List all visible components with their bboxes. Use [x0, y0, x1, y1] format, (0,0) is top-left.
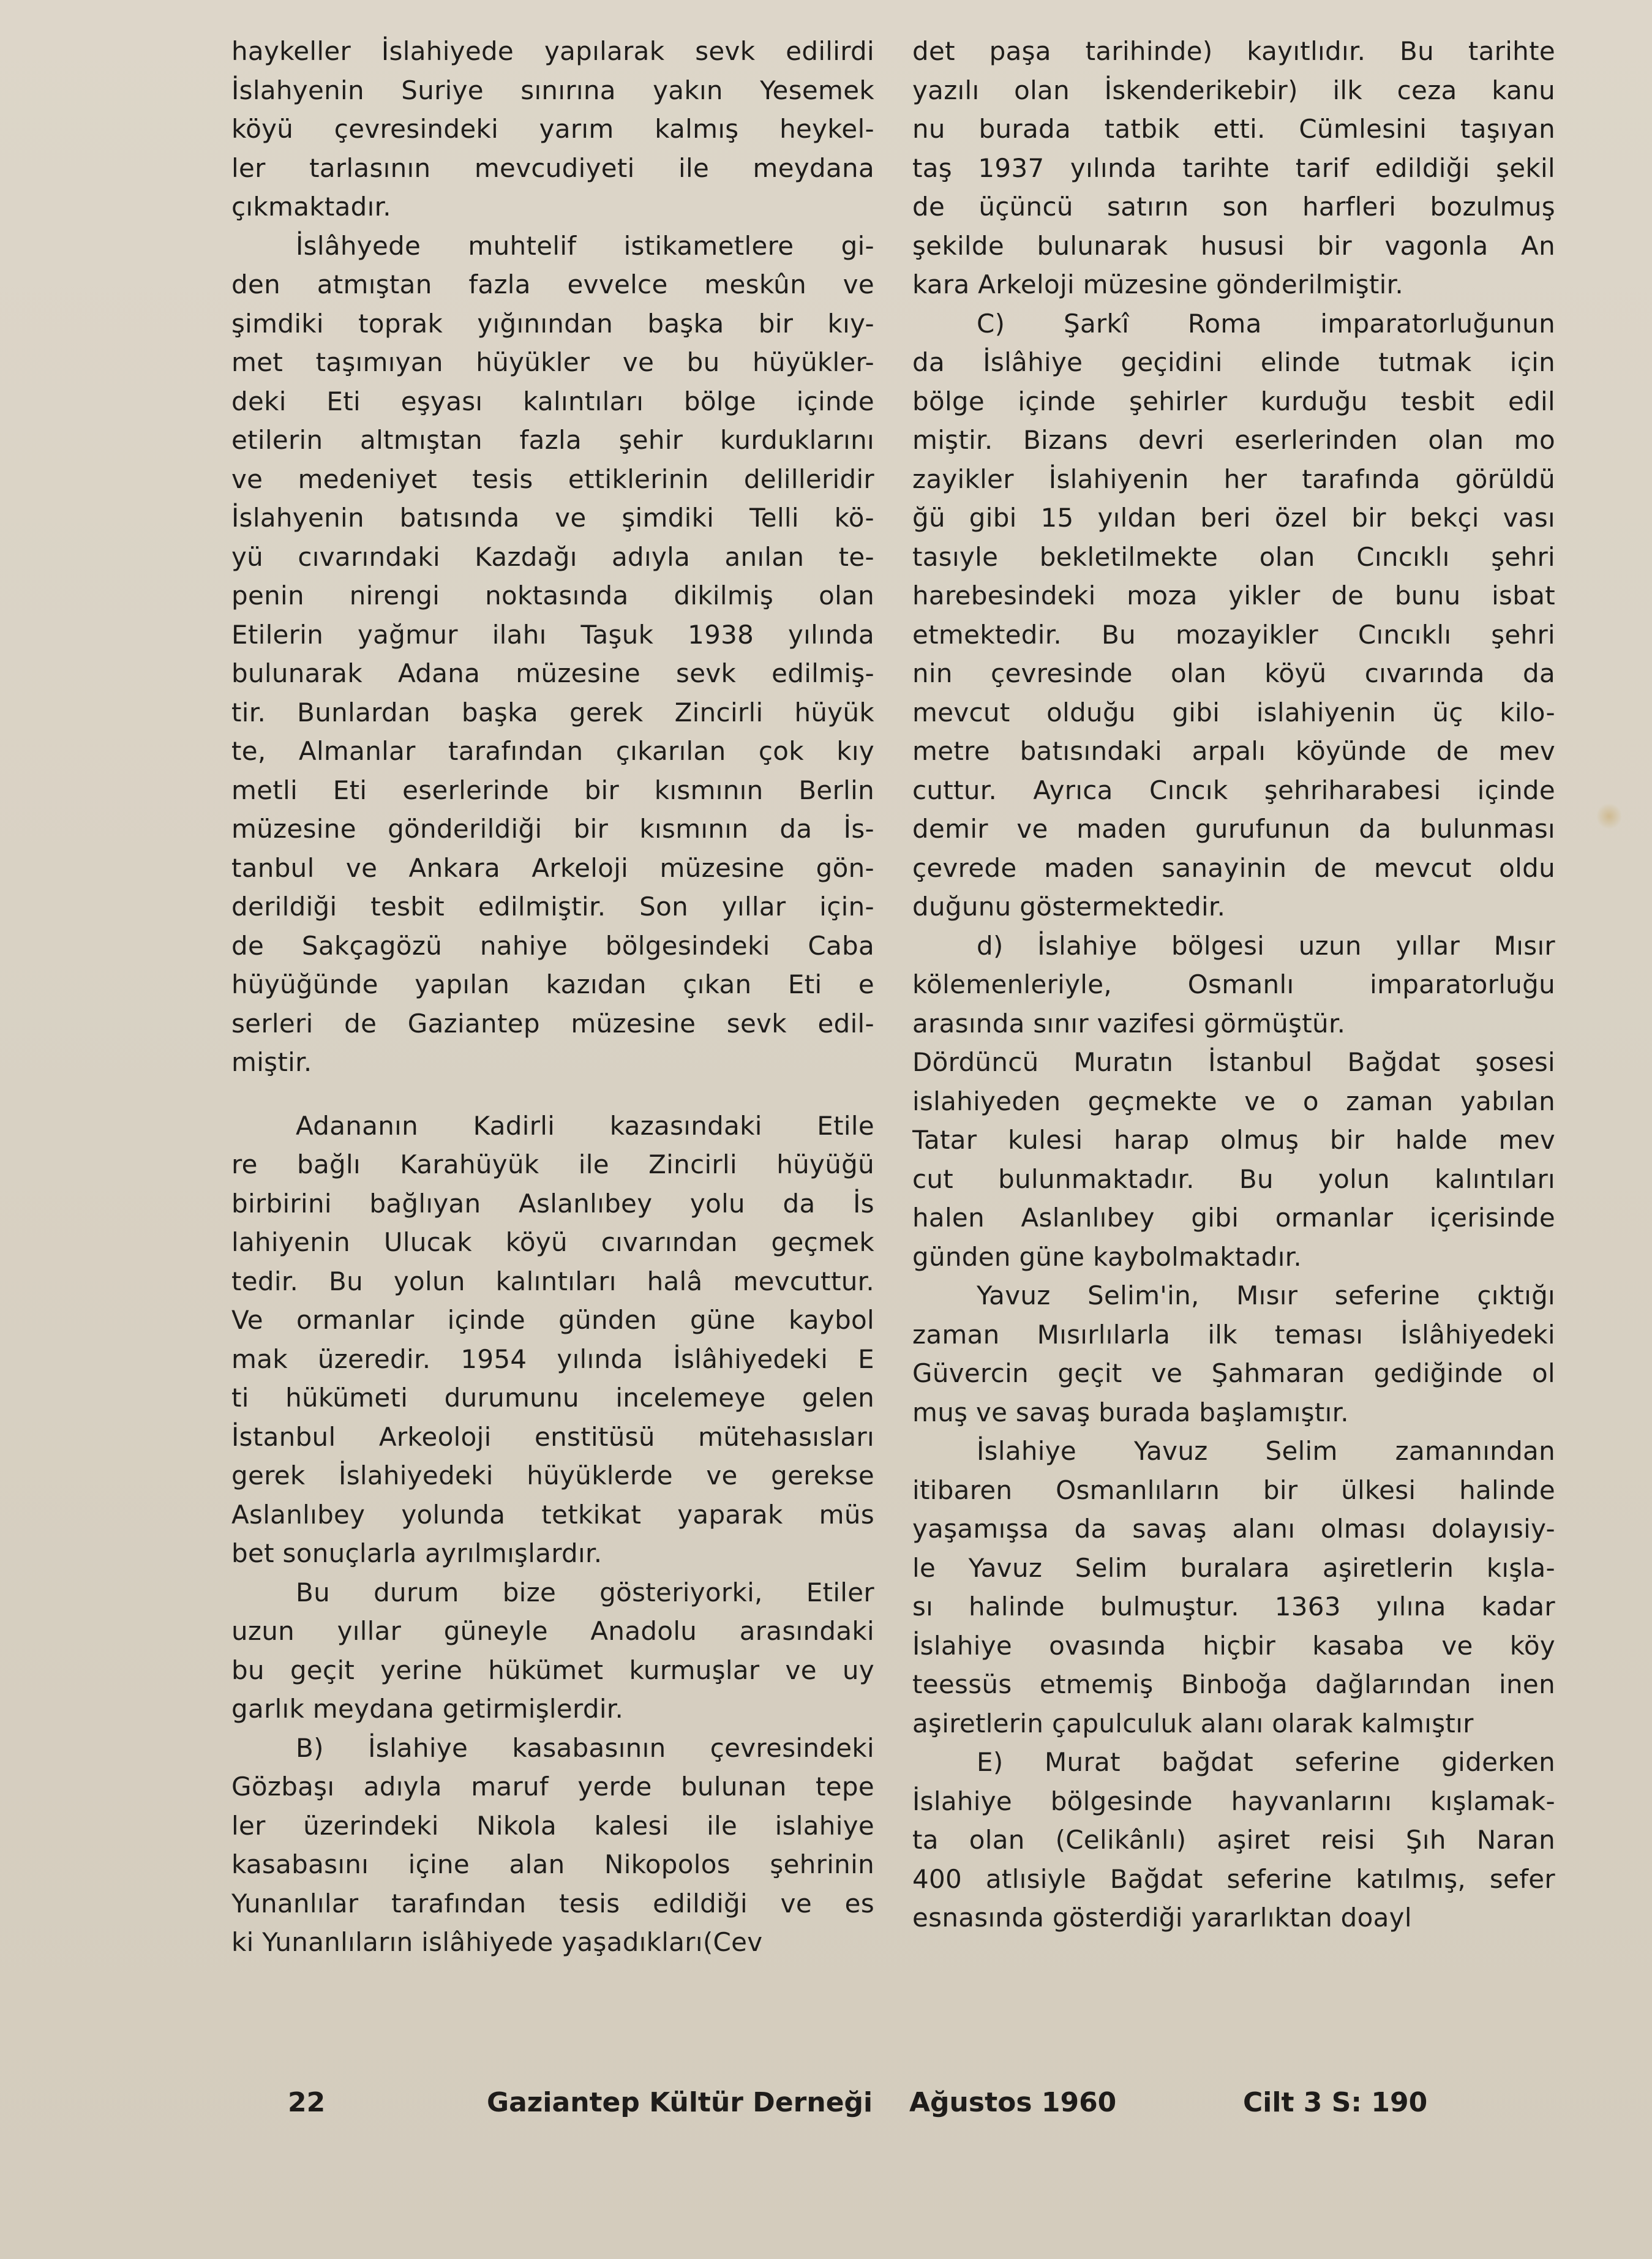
text-line: Yunanlılar tarafından tesis edildiği ve es — [231, 1888, 874, 1919]
text-line: etmektedir. Bu mozayikler Cıncıklı şehri — [912, 619, 1555, 650]
text-line: esnasında gösterdiği yararlıktan doayl — [912, 1903, 1412, 1933]
text-line: yaşamışsa da savaş alanı olması dolayısiy- — [912, 1514, 1555, 1544]
text-line: bu geçit yerine hükümet kurmuşlar ve uy — [231, 1655, 874, 1685]
text-line: penin nirengi noktasında dikilmiş olan — [231, 581, 874, 611]
text-line: sı halinde bulmuştur. 1363 yılına kadar — [912, 1592, 1555, 1622]
text-line: met taşımıyan hüyükler ve bu hüyükler- — [231, 347, 874, 377]
text-line: ler üzerindeki Nikola kalesi ile islahiye — [231, 1810, 874, 1841]
text-line: d) İslahiye bölgesi uzun yıllar Mısır — [977, 930, 1555, 961]
text-line: Ve ormanlar içinde günden güne kaybol — [231, 1305, 874, 1335]
text-line: zaman Mısırlılarla ilk teması İslâhiyedeki — [912, 1319, 1555, 1350]
text-line: garlık meydana getirmişlerdir. — [231, 1694, 624, 1724]
text-line: nin çevresinde olan köyü cıvarında da — [912, 658, 1555, 688]
text-line: Etilerin yağmur ilahı Taşuk 1938 yılında — [231, 619, 874, 650]
text-line: Güvercin geçit ve Şahmaran gediğinde ol — [912, 1358, 1555, 1388]
text-line: derildiği tesbit edilmiştir. Son yıllar için- — [231, 892, 874, 922]
text-line: cuttur. Ayrıca Cıncık şehriharabesi içinde — [912, 775, 1555, 805]
publication-name: Gaziantep Kültür Derneği — [487, 2087, 873, 2118]
text-line: itibaren Osmanlıların bir ülkesi halinde — [912, 1475, 1555, 1505]
text-line: miştir. Bizans devri eserlerinden olan mo — [912, 425, 1555, 455]
text-line: re bağlı Karahüyük ile Zincirli hüyüğü — [231, 1149, 874, 1179]
text-line: metli Eti eserlerinde bir kısmının Berlin — [231, 775, 874, 805]
text-line: çıkmaktadır. — [231, 192, 391, 222]
text-line: mak üzeredir. 1954 yılında İslâhiyedeki E — [231, 1344, 874, 1374]
issue-date: Ağustos 1960 — [909, 2087, 1117, 2118]
text-line: Adananın Kadirli kazasındaki Etile — [296, 1110, 874, 1141]
text-line: ti hükümeti durumunu incelemeye gelen — [231, 1383, 874, 1413]
text-line: Tatar kulesi harap olmuş bir halde mev — [912, 1125, 1555, 1155]
text-line: İslahiye ovasında hiçbir kasaba ve köy — [912, 1630, 1555, 1661]
text-line: bet sonuçlarla ayrılmışlardır. — [231, 1538, 603, 1568]
text-line: Dördüncü Muratın İstanbul Bağdat şosesi — [912, 1047, 1555, 1077]
text-line: den atmıştan fazla evvelce meskûn ve — [231, 269, 874, 299]
text-line: bulunarak Adana müzesine sevk edilmiş- — [231, 658, 874, 688]
text-line: ve medeniyet tesis ettiklerinin delilleridir — [231, 464, 874, 494]
text-line: miştir. — [231, 1047, 312, 1077]
text-line: ta olan (Celikânlı) aşiret reisi Şıh Naran — [912, 1825, 1555, 1855]
text-line: tedir. Bu yolun kalıntıları halâ mevcuttur. — [231, 1266, 874, 1296]
text-line: det paşa tarihinde) kayıtlıdır. Bu tarihte — [912, 36, 1555, 66]
text-line: aşiretlerin çapulculuk alanı olarak kalmıştır — [912, 1708, 1474, 1738]
text-line: metre batısındaki arpalı köyünde de mev — [912, 736, 1555, 766]
text-line: halen Aslanlıbey gibi ormanlar içerisinde — [912, 1203, 1555, 1233]
text-line: müzesine gönderildiği bir kısmının da İs- — [231, 814, 874, 844]
text-line: harebesindeki moza yikler de bunu isbat — [912, 581, 1555, 611]
page-footer — [288, 2087, 1445, 2130]
text-line: yü cıvarındaki Kazdağı adıyla anılan te- — [231, 541, 874, 572]
text-line: tir. Bunlardan başka gerek Zincirli hüyük — [231, 697, 874, 727]
text-line: ki Yunanlıların islâhiyede yaşadıkları(Cev — [231, 1927, 763, 1957]
text-line: Yavuz Selim'in, Mısır seferine çıktığı — [977, 1280, 1555, 1310]
text-line: kara Arkeloji müzesine gönderilmiştir. — [912, 269, 1404, 299]
text-line: da İslâhiye geçidini elinde tutmak için — [912, 347, 1555, 377]
paragraph-gap — [231, 1082, 874, 1107]
text-line: Bu durum bize gösteriyorki, Etiler — [296, 1577, 874, 1607]
text-line: etilerin altmıştan fazla şehir kurduklarını — [231, 425, 874, 455]
text-line: Gözbaşı adıyla maruf yerde bulunan tepe — [231, 1772, 874, 1802]
text-line: kölemenleriyle, Osmanlı imparatorluğu — [912, 969, 1555, 999]
text-line: birbirini bağlıyan Aslanlıbey yolu da İs — [231, 1188, 874, 1219]
text-line: yazılı olan İskenderikebir) ilk ceza kanu — [912, 75, 1555, 105]
text-line: B) İslahiye kasabasının çevresindeki — [296, 1732, 874, 1763]
text-line: C) Şarkî Roma imparatorluğunun — [977, 308, 1555, 339]
text-line: taş 1937 yılında tarihte tarif edildiği şekil — [912, 152, 1555, 183]
text-line: kasabasını içine alan Nikopolos şehrinin — [231, 1849, 874, 1879]
text-line: tanbul ve Ankara Arkeloji müzesine gön- — [231, 852, 874, 883]
text-line: mevcut olduğu gibi islahiyenin üç kilo- — [912, 697, 1555, 727]
text-line: köyü çevresindeki yarım kalmış heykel- — [231, 114, 874, 144]
paper-stain — [1597, 802, 1621, 830]
text-line: nu burada tatbik etti. Cümlesini taşıyan — [912, 114, 1555, 144]
text-line: İslâhyede muhtelif istikametlere gi- — [296, 230, 874, 261]
text-line: 400 atlısiyle Bağdat seferine katılmış, sefer — [912, 1863, 1555, 1894]
text-line: te, Almanlar tarafından çıkarılan çok kıy — [231, 736, 874, 766]
text-line: çevrede maden sanayinin de mevcut oldu — [912, 852, 1555, 883]
text-line: deki Eti eşyası kalıntıları bölge içinde — [231, 386, 874, 416]
right-text-column — [912, 32, 1555, 1938]
text-line: teessüs etmemiş Binboğa dağlarından inen — [912, 1669, 1555, 1699]
page-number: 22 — [288, 2087, 326, 2118]
left-text-column — [231, 32, 874, 1962]
text-line: de Sakçagözü nahiye bölgesindeki Caba — [231, 930, 874, 961]
text-line: şekilde bulunarak hususi bir vagonla An — [912, 230, 1555, 261]
text-line: İstanbul Arkeoloji enstitüsü mütehasısları — [231, 1421, 874, 1452]
text-line: le Yavuz Selim buralara aşiretlerin kışla- — [912, 1552, 1555, 1583]
text-line: islahiyeden geçmekte ve o zaman yabılan — [912, 1086, 1555, 1116]
text-line: İslahyenin batısında ve şimdiki Telli kö- — [231, 503, 874, 533]
text-line: ler tarlasının mevcudiyeti ile meydana — [231, 152, 874, 183]
text-line: zayikler İslahiyenin her tarafında görüldü — [912, 464, 1555, 494]
text-line: hüyüğünde yapılan kazıdan çıkan Eti e — [231, 969, 874, 999]
text-line: İslahiye bölgesinde hayvanlarını kışlamak- — [912, 1786, 1555, 1816]
text-line: İslahyenin Suriye sınırına yakın Yesemek — [231, 75, 874, 105]
text-line: cut bulunmaktadır. Bu yolun kalıntıları — [912, 1163, 1555, 1194]
text-line: bölge içinde şehirler kurduğu tesbit edil — [912, 386, 1555, 416]
text-line: demir ve maden gurufunun da bulunması — [912, 814, 1555, 844]
text-line: muş ve savaş burada başlamıştır. — [912, 1397, 1349, 1427]
text-line: de üçüncü satırın son harfleri bozulmuş — [912, 192, 1555, 222]
text-line: duğunu göstermektedir. — [912, 892, 1226, 922]
text-line: günden güne kaybolmaktadır. — [912, 1241, 1302, 1272]
text-line: E) Murat bağdat seferine giderken — [977, 1747, 1555, 1777]
text-line: Aslanlıbey yolunda tetkikat yaparak müs — [231, 1499, 874, 1530]
volume-issue: Cilt 3 S: 190 — [1243, 2087, 1428, 2118]
text-line: ğü gibi 15 yıldan beri özel bir bekçi vası — [912, 503, 1555, 533]
text-line: gerek İslahiyedeki hüyüklerde ve gerekse — [231, 1460, 874, 1490]
text-line: şimdiki toprak yığınından başka bir kıy- — [231, 308, 874, 339]
text-line: haykeller İslahiyede yapılarak sevk edilirdi — [231, 36, 874, 66]
text-line: serleri de Gaziantep müzesine sevk edil- — [231, 1008, 874, 1039]
text-line: uzun yıllar güneyle Anadolu arasındaki — [231, 1616, 874, 1646]
text-line: tasıyle bekletilmekte olan Cıncıklı şehri — [912, 541, 1555, 572]
text-line: lahiyenin Ulucak köyü cıvarından geçmek — [231, 1227, 874, 1257]
text-line: arasında sınır vazifesi görmüştür. — [912, 1008, 1346, 1039]
text-line: İslahiye Yavuz Selim zamanından — [977, 1436, 1555, 1466]
